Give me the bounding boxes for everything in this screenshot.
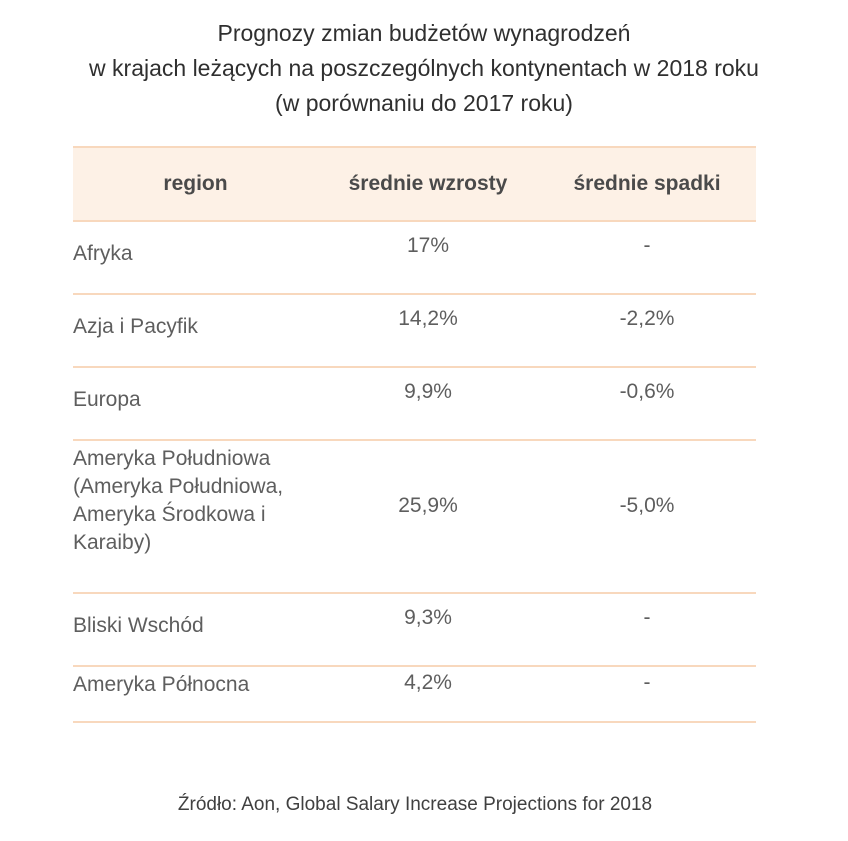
source-note: Źródło: Aon, Global Salary Increase Projections for 2018 (177, 794, 653, 815)
region-cell: Afryka (73, 221, 318, 294)
title-line-3: (w porównaniu do 2017 roku) (275, 90, 573, 116)
decrease-cell: - (538, 593, 756, 666)
chart-title (0, 16, 848, 121)
table-header-row (73, 147, 756, 221)
decrease-cell: -5,0% (538, 440, 756, 593)
title-line-1: Prognozy zmian budżetów wynagrodzeń (217, 20, 631, 46)
increase-cell: 9,3% (318, 593, 538, 666)
column-header-region: region (73, 147, 318, 221)
increase-cell: 14,2% (318, 294, 538, 367)
region-cell: Azja i Pacyfik (73, 294, 318, 367)
column-header-decreases: średnie spadki (538, 147, 756, 221)
table-row (73, 593, 756, 666)
salary-table (73, 146, 756, 723)
decrease-cell: - (538, 666, 756, 722)
title-line-2: w krajach leżących na poszczególnych kontynentach w 2018 roku (89, 55, 759, 81)
decrease-cell: - (538, 221, 756, 294)
region-cell: Ameryka Południowa (Ameryka Południowa, Ameryka Środkowa i Karaiby) (73, 440, 318, 593)
region-cell: Bliski Wschód (73, 593, 318, 666)
table-row (73, 367, 756, 440)
increase-cell: 9,9% (318, 367, 538, 440)
increase-cell: 17% (318, 221, 538, 294)
salary-table-container (73, 146, 756, 723)
increase-cell: 4,2% (318, 666, 538, 722)
table-row (73, 440, 756, 593)
column-header-increases: średnie wzrosty (318, 147, 538, 221)
table-row (73, 221, 756, 294)
region-cell: Europa (73, 367, 318, 440)
decrease-cell: -2,2% (538, 294, 756, 367)
table-row (73, 294, 756, 367)
decrease-cell: -0,6% (538, 367, 756, 440)
table-row (73, 666, 756, 722)
increase-cell: 25,9% (318, 440, 538, 593)
region-cell: Ameryka Północna (73, 666, 318, 722)
